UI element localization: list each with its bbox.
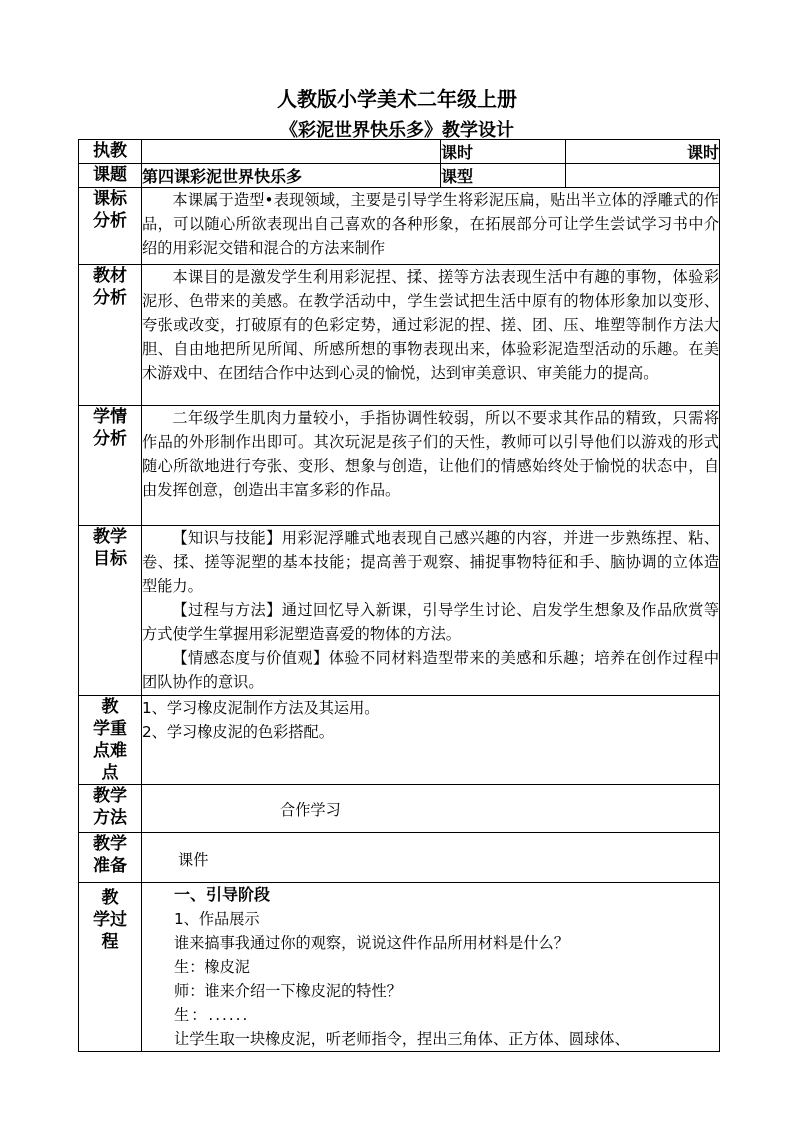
- label-teaching-goals: [79, 526, 142, 696]
- label-material-analysis: [79, 265, 142, 406]
- cell-teaching-preparation: [142, 833, 720, 883]
- process-line: 生：橡皮泥: [174, 958, 250, 976]
- row-teaching-method: [79, 785, 720, 833]
- label-curriculum-analysis-text: 课标分析: [92, 189, 127, 231]
- row-teaching-preparation: [79, 833, 720, 883]
- label-teaching-preparation: [79, 833, 142, 883]
- label-lesson-type: 课型: [441, 164, 566, 188]
- material-analysis-text: 本课目的是激发学生利用彩泥捏、揉、搓等方法表现生活中有趣的事物，体验彩泥形、色带来的美感。在教学活动中，学生尝试把生活中原有的物体形象加以变形、夸张或改变，打破原有的色彩定势，通过彩泥的捏、搓、团、压、堆塑等制作方法大胆、自由地把所见所闻、所感所想的事物表现出来，体验彩泥造型活动的乐趣。在美术游戏中、在团结合作中达到心灵的愉悦，达到审美意识、审美能力的提高。: [142, 268, 719, 382]
- process-line: 师：谁来介绍一下橡皮泥的特性？: [174, 982, 402, 1000]
- lesson-plan-table: [78, 139, 720, 1052]
- row-teacher: [79, 140, 720, 164]
- label-teaching-process: [79, 883, 142, 1052]
- row-topic: [79, 164, 720, 188]
- cell-material-analysis: [142, 265, 720, 406]
- label-curriculum-analysis: [79, 188, 142, 265]
- process-heading: 一、引导阶段: [174, 885, 271, 904]
- cell-teaching-goals: [142, 526, 720, 696]
- process-line: 谁来搞事我通过你的观察，说说这件作品所用材料是什么？: [174, 934, 569, 952]
- label-key-points: [79, 696, 142, 785]
- cell-teaching-method: [142, 785, 720, 833]
- process-line: 让学生取一块橡皮泥，听老师指令，捏出三角体、正方体、圆球体、: [174, 1030, 630, 1048]
- process-line: 1、作品展示: [174, 910, 260, 928]
- goal-process-methods: 【过程与方法】通过回忆导入新课，引导学生讨论、启发学生想象及作品欣赏等方式使学生掌握用彩泥塑造喜爱的物体的方法。: [142, 601, 719, 643]
- cell-topic-value: 第四课彩泥世界快乐多: [142, 164, 441, 188]
- key-point-item: 1、学习橡皮泥制作方法及其运用。: [142, 699, 380, 717]
- cell-student-analysis: [142, 406, 720, 526]
- label-teacher: 执教: [79, 140, 142, 164]
- cell-teacher-value: [142, 140, 441, 164]
- goal-knowledge-skills: 【知识与技能】用彩泥浮雕式地表现自己感兴趣的内容，并进一步熟练捏、粘、卷、揉、搓等泥塑的基本技能；提高善于观察、捕捉事物特征和手、脑协调的立体造型能力。: [142, 529, 719, 595]
- cell-teaching-process: [142, 883, 720, 1052]
- teaching-preparation-text: 课件: [178, 851, 209, 869]
- label-teaching-preparation-text: 教学准备: [92, 834, 127, 876]
- row-key-points: [79, 696, 720, 785]
- label-teaching-method-text: 教学方法: [92, 786, 127, 828]
- row-teaching-goals: [79, 526, 720, 696]
- goal-emotion-values: 【情感态度与价值观】体验不同材料造型带来的美感和乐趣；培养在创作过程中团队协作的意识。: [142, 649, 719, 691]
- teaching-method-text: 合作学习: [280, 801, 341, 819]
- process-line: 生：......: [174, 1006, 250, 1024]
- label-student-analysis-text: 学情分析: [92, 407, 127, 449]
- student-analysis-text: 二年级学生肌肉力量较小，手指协调性较弱，所以不要求其作品的精致，只需将作品的外形制作出即可。其次玩泥是孩子们的天性，教师可以引导他们以游戏的形式随心所欲地进行夸张、变形、想象与创造，让他们的情感始终处于愉悦的状态中，自由发挥创意，创造出丰富多彩的作品。: [142, 409, 719, 499]
- label-material-analysis-text: 教材分析: [92, 266, 127, 308]
- row-material-analysis: [79, 265, 720, 406]
- label-student-analysis: [79, 406, 142, 526]
- label-class-hours: 课时: [441, 140, 566, 164]
- cell-curriculum-analysis: [142, 188, 720, 265]
- label-class-hours-right: 课时: [566, 140, 720, 164]
- row-teaching-process: [79, 883, 720, 1052]
- curriculum-analysis-text: 本课属于造型•表现领域，主要是引导学生将彩泥压扁，贴出半立体的浮雕式的作品，可以随心所欲表现出自己喜欢的各种形象，在拓展部分可让学生尝试学习书中介绍的用彩泥交错和混合的方法来制作: [142, 191, 719, 257]
- cell-key-points: [142, 696, 720, 785]
- label-teaching-goals-text: 教学目标: [92, 527, 127, 569]
- row-student-analysis: [79, 406, 720, 526]
- label-teaching-method: [79, 785, 142, 833]
- row-curriculum-analysis: [79, 188, 720, 265]
- key-point-item: 2、学习橡皮泥的色彩搭配。: [142, 723, 334, 741]
- document-subtitle: 《彩泥世界快乐多》教学设计: [280, 120, 514, 141]
- label-topic: 课题: [79, 164, 142, 188]
- document-title: 人教版小学美术二年级上册: [277, 87, 517, 111]
- label-key-points-text: 教 学重点难点: [92, 697, 127, 783]
- cell-lesson-type-value: [566, 164, 720, 188]
- label-teaching-process-text: 教 学过程: [92, 888, 127, 952]
